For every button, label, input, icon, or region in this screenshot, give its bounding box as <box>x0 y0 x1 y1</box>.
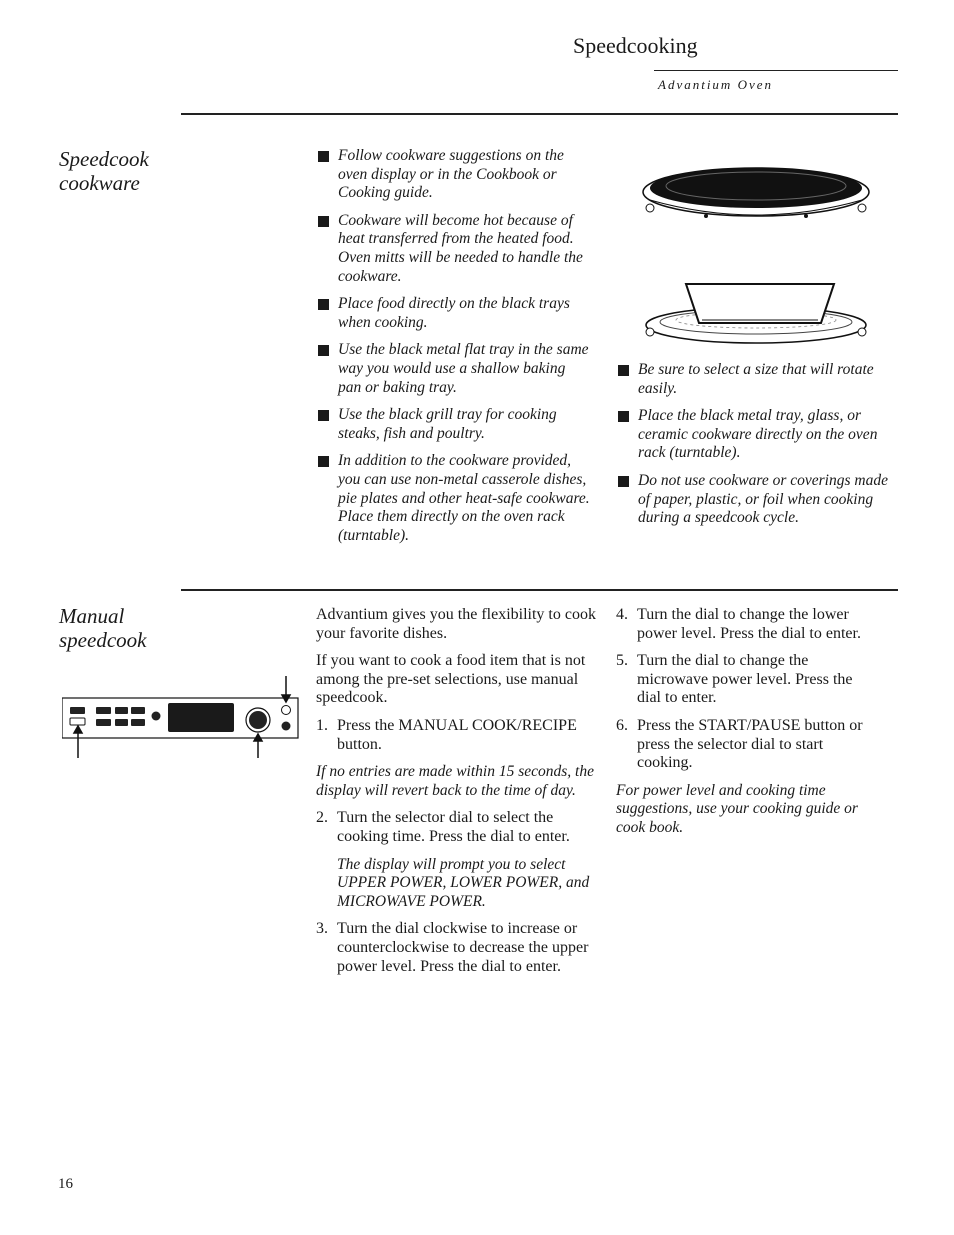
step-item <box>616 652 866 708</box>
tip-note: For power level and cooking time suggestions, use your cooking guide or cook book. <box>616 781 858 836</box>
step-item <box>616 606 866 643</box>
section-divider-manual <box>181 589 898 591</box>
step-note: The display will prompt you to select UPPER POWER, LOWER POWER, and MICROWAVE POWER. <box>337 855 590 910</box>
section-heading-cookware <box>59 147 149 195</box>
intro-paragraph: Advantium gives you the flexibility to cook your favorite dishes. <box>316 606 596 642</box>
heading-line: cookware <box>59 171 140 195</box>
step-text: Press the START/PAUSE button or press the selector dial to start cooking. <box>637 716 863 772</box>
intro-paragraph: If you want to cook a food item that is not among the pre-set selections, use manual speedcook. <box>316 652 586 707</box>
section-heading-manual <box>59 604 146 652</box>
manual-column-left <box>316 606 600 985</box>
cookware-bullets-left <box>316 147 592 554</box>
step-number: 4. <box>616 606 628 623</box>
flat-tray-illustration <box>643 168 869 218</box>
section-divider-cookware <box>181 113 898 115</box>
bullet-item: Place food directly on the black trays when cooking. <box>316 295 592 332</box>
bullet-item: Use the black grill tray for cooking steaks, fish and poultry. <box>316 406 592 443</box>
bullet-item: Place the black metal tray, glass, or ceramic cookware directly on the oven rack (turntable). <box>616 407 892 463</box>
turntable-dish-illustration <box>646 284 866 343</box>
panel-display <box>168 703 234 732</box>
cookware-illustration <box>636 160 876 350</box>
page-header-subtitle: Advantium Oven <box>658 77 774 92</box>
bullet-item: Cookware will become hot because of heat transferred from the heated food. Oven mitts will be needed to handle the cookware. <box>316 212 592 286</box>
control-panel-illustration <box>62 676 302 760</box>
heading-line: Speedcook <box>59 147 149 171</box>
cookware-bullets-right <box>616 361 892 537</box>
step-number: 3. <box>316 920 328 938</box>
step-number: 6. <box>616 716 628 734</box>
step-item <box>316 920 600 976</box>
step-item <box>616 717 866 773</box>
step-item <box>316 717 600 754</box>
step-text: Turn the dial clockwise to increase or counterclockwise to decrease the upper power level. Press the dial to enter. <box>337 920 589 975</box>
heading-line: Manual <box>59 604 125 628</box>
step-number: 2. <box>316 809 328 827</box>
step-text: Turn the dial to change the microwave power level. Press the dial to enter. <box>637 652 853 707</box>
manual-column-right <box>616 606 866 847</box>
step-item <box>316 809 600 846</box>
step-number: 5. <box>616 652 628 670</box>
heading-line: speedcook <box>59 628 147 652</box>
bullet-item: Use the black metal flat tray in the same way you would use a shallow baking pan or baking tray. <box>316 341 592 397</box>
page-number: 16 <box>58 1176 73 1192</box>
start-pause-button <box>282 706 291 715</box>
step-text: Turn the selector dial to select the cooking time. Press the dial to enter. <box>337 809 570 845</box>
bullet-item: Do not use cookware or coverings made of paper, plastic, or foil when cooking during a speedcook cycle. <box>616 472 892 528</box>
step-text: Turn the dial to change the lower power level. Press the dial to enter. <box>637 606 861 642</box>
header-divider <box>654 70 898 71</box>
step-number: 1. <box>316 716 328 734</box>
step-note: If no entries are made within 15 seconds, the display will revert back to the time of day. <box>316 763 594 799</box>
step-text: Press the MANUAL COOK/RECIPE button. <box>337 716 577 753</box>
bullet-item: In addition to the cookware provided, you can use non-metal casserole dishes, pie plates and other heat-safe cookware. Place them directly on the oven rack (turntable). <box>316 452 592 545</box>
page-header-title: Speedcooking <box>573 33 698 58</box>
bullet-item: Follow cookware suggestions on the oven display or in the Cookbook or Cooking guide. <box>316 147 592 203</box>
bullet-item: Be sure to select a size that will rotate easily. <box>616 361 892 398</box>
